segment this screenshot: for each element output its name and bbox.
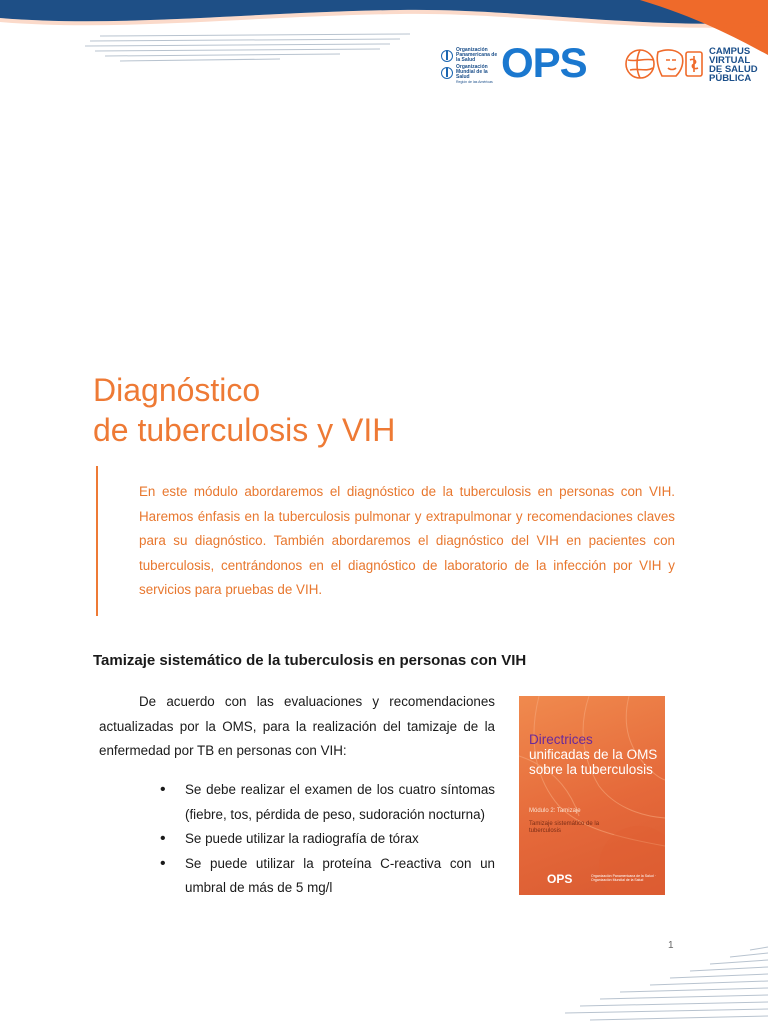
page-number: 1 xyxy=(668,940,674,951)
cover-ops-logo: OPS xyxy=(547,872,573,886)
section-heading: Tamizaje sistemático de la tuberculosis en personas con VIH xyxy=(93,652,527,669)
title-line-1: Diagnóstico xyxy=(93,372,261,408)
campus-line-3: DE SALUD xyxy=(709,64,758,75)
cover-lung-graphic xyxy=(519,696,665,895)
header-stripes xyxy=(80,28,420,68)
guideline-cover-image xyxy=(519,696,665,895)
recommendation-list xyxy=(160,778,495,901)
list-item: • Se debe realizar el examen de los cuatro síntomas (fiebre, tos, pérdida de peso, sudoración nocturna) xyxy=(160,778,495,827)
who-name: Organización Mundial de la Salud xyxy=(456,64,488,80)
campus-line-2: VIRTUAL xyxy=(709,55,751,66)
campus-virtual-text xyxy=(709,47,758,83)
cover-title-rest: unificadas de la OMS sobre la tuberculosis xyxy=(529,747,658,777)
section-paragraph: De acuerdo con las evaluaciones y recomendaciones actualizadas por la OMS, para la realización del tamizaje de la enfermedad por TB en personas con VIH: xyxy=(99,694,495,758)
cover-title-line-1: Directrices xyxy=(529,732,593,747)
ops-logo: OPS xyxy=(501,39,587,86)
campus-virtual-icon xyxy=(624,46,706,82)
cover-org-names: Organización Panamericana de la Salud · Organización Mundial de la Salud xyxy=(591,874,656,882)
list-item: • Se puede utilizar la proteína C-reactiva con un umbral de más de 5 mg/l xyxy=(160,852,495,901)
paho-globe-icon xyxy=(441,50,453,62)
paho-name: Organización Panamericana de la Salud xyxy=(456,47,498,63)
intro-accent-rule xyxy=(96,466,98,616)
campus-line-4: PÚBLICA xyxy=(709,73,752,84)
list-item: • Se puede utilizar la radiografía de tórax xyxy=(160,827,495,852)
title-line-2: de tuberculosis y VIH xyxy=(93,412,396,448)
paho-who-logo xyxy=(441,47,501,83)
cover-module: Módulo 2: Tamizaje xyxy=(529,808,581,814)
page-title xyxy=(93,370,395,450)
who-region: Región de las Américas xyxy=(456,80,493,84)
who-globe-icon xyxy=(441,67,453,79)
cover-subtitle: Tamizaje sistemático de la tuberculosis xyxy=(529,821,600,834)
intro-paragraph: En este módulo abordaremos el diagnóstico de la tuberculosis en personas con VIH. Haremos énfasis en la tuberculosis pulmonar y extrapulmonar y recomendaciones claves para su diagnóstico. También abordaremos el diagnóstico del VIH en pacientes con tuberculosis, centrándonos en el diagnóstico de laboratorio de la infección por VIH y servicios para pruebas de VIH. xyxy=(139,484,675,597)
footer-stripes xyxy=(560,935,768,1024)
campus-line-1: CAMPUS xyxy=(709,46,751,57)
